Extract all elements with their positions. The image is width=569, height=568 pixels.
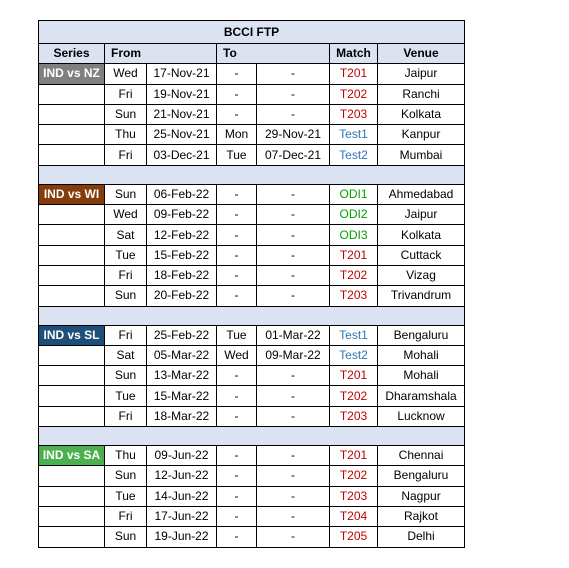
from-day: Fri xyxy=(105,325,147,345)
to-day: - xyxy=(217,506,257,526)
to-date: - xyxy=(257,466,330,486)
to-day: - xyxy=(217,245,257,265)
from-date: 13-Mar-22 xyxy=(147,366,217,386)
from-date: 21-Nov-21 xyxy=(147,104,217,124)
to-day: Wed xyxy=(217,345,257,365)
from-day: Sun xyxy=(105,466,147,486)
table-row xyxy=(39,245,465,265)
from-date: 15-Mar-22 xyxy=(147,386,217,406)
venue: Bengaluru xyxy=(378,466,465,486)
to-date: - xyxy=(257,104,330,124)
from-date: 14-Jun-22 xyxy=(147,486,217,506)
table-row xyxy=(39,386,465,406)
to-day: Mon xyxy=(217,125,257,145)
venue: Jaipur xyxy=(378,205,465,225)
to-date: - xyxy=(257,265,330,285)
match-code: Test1 xyxy=(330,325,378,345)
from-day: Fri xyxy=(105,145,147,165)
header-row xyxy=(39,44,465,64)
series-cell-empty xyxy=(39,245,105,265)
to-date: - xyxy=(257,64,330,84)
from-day: Wed xyxy=(105,64,147,84)
series-badge: IND vs NZ xyxy=(39,64,105,84)
table-row xyxy=(39,286,465,306)
from-date: 18-Feb-22 xyxy=(147,265,217,285)
series-cell-empty xyxy=(39,145,105,165)
table-row xyxy=(39,225,465,245)
venue: Bengaluru xyxy=(378,325,465,345)
venue: Delhi xyxy=(378,527,465,547)
header-match: Match xyxy=(330,44,378,64)
to-date: - xyxy=(257,184,330,204)
venue: Trivandrum xyxy=(378,286,465,306)
from-date: 17-Nov-21 xyxy=(147,64,217,84)
match-code: T202 xyxy=(330,84,378,104)
venue: Ranchi xyxy=(378,84,465,104)
spacer-row xyxy=(39,306,465,325)
series-cell-empty xyxy=(39,366,105,386)
series-cell-empty xyxy=(39,104,105,124)
series-cell-empty xyxy=(39,486,105,506)
venue: Jaipur xyxy=(378,64,465,84)
series-cell-empty xyxy=(39,225,105,245)
match-code: T202 xyxy=(330,265,378,285)
to-day: - xyxy=(217,466,257,486)
to-day: - xyxy=(217,104,257,124)
to-date: 09-Mar-22 xyxy=(257,345,330,365)
from-day: Tue xyxy=(105,386,147,406)
from-day: Sun xyxy=(105,104,147,124)
header-series: Series xyxy=(39,44,105,64)
from-day: Thu xyxy=(105,446,147,466)
from-day: Sat xyxy=(105,345,147,365)
from-date: 25-Feb-22 xyxy=(147,325,217,345)
venue: Dharamshala xyxy=(378,386,465,406)
title-row xyxy=(39,21,465,44)
venue: Mohali xyxy=(378,366,465,386)
match-code: T201 xyxy=(330,64,378,84)
to-day: - xyxy=(217,84,257,104)
to-date: - xyxy=(257,205,330,225)
to-day: - xyxy=(217,366,257,386)
to-date: - xyxy=(257,366,330,386)
series-cell-empty xyxy=(39,466,105,486)
from-day: Fri xyxy=(105,84,147,104)
table-row xyxy=(39,406,465,426)
series-cell-empty xyxy=(39,84,105,104)
match-code: ODI1 xyxy=(330,184,378,204)
from-date: 19-Jun-22 xyxy=(147,527,217,547)
to-date: - xyxy=(257,527,330,547)
from-date: 12-Jun-22 xyxy=(147,466,217,486)
to-day: - xyxy=(217,265,257,285)
venue: Cuttack xyxy=(378,245,465,265)
table-row xyxy=(39,446,465,466)
to-day: - xyxy=(217,446,257,466)
series-badge: IND vs SA xyxy=(39,446,105,466)
venue: Chennai xyxy=(378,446,465,466)
table-row xyxy=(39,527,465,547)
from-date: 25-Nov-21 xyxy=(147,125,217,145)
match-code: ODI3 xyxy=(330,225,378,245)
venue: Ahmedabad xyxy=(378,184,465,204)
to-date: - xyxy=(257,225,330,245)
series-cell-empty xyxy=(39,125,105,145)
venue: Mohali xyxy=(378,345,465,365)
to-date: 29-Nov-21 xyxy=(257,125,330,145)
to-day: Tue xyxy=(217,145,257,165)
to-date: 01-Mar-22 xyxy=(257,325,330,345)
table-row xyxy=(39,366,465,386)
to-date: - xyxy=(257,245,330,265)
match-code: T201 xyxy=(330,446,378,466)
table-row xyxy=(39,205,465,225)
match-code: T202 xyxy=(330,386,378,406)
from-day: Sun xyxy=(105,184,147,204)
to-day: - xyxy=(217,406,257,426)
from-date: 03-Dec-21 xyxy=(147,145,217,165)
series-cell-empty xyxy=(39,506,105,526)
fixtures-table-body xyxy=(39,21,465,548)
venue: Kolkata xyxy=(378,225,465,245)
header-venue: Venue xyxy=(378,44,465,64)
from-day: Tue xyxy=(105,486,147,506)
to-day: - xyxy=(217,184,257,204)
to-date: - xyxy=(257,406,330,426)
venue: Kolkata xyxy=(378,104,465,124)
venue: Nagpur xyxy=(378,486,465,506)
to-day: - xyxy=(217,486,257,506)
from-date: 20-Feb-22 xyxy=(147,286,217,306)
table-title: BCCI FTP xyxy=(39,21,465,44)
from-day: Sat xyxy=(105,225,147,245)
to-date: - xyxy=(257,506,330,526)
table-row xyxy=(39,486,465,506)
from-day: Wed xyxy=(105,205,147,225)
from-date: 09-Jun-22 xyxy=(147,446,217,466)
match-code: Test2 xyxy=(330,345,378,365)
series-cell-empty xyxy=(39,286,105,306)
venue: Rajkot xyxy=(378,506,465,526)
venue: Vizag xyxy=(378,265,465,285)
from-day: Thu xyxy=(105,125,147,145)
match-code: T201 xyxy=(330,366,378,386)
from-date: 05-Mar-22 xyxy=(147,345,217,365)
match-code: T203 xyxy=(330,406,378,426)
table-row xyxy=(39,265,465,285)
to-date: - xyxy=(257,84,330,104)
from-day: Sun xyxy=(105,286,147,306)
match-code: T202 xyxy=(330,466,378,486)
match-code: T204 xyxy=(330,506,378,526)
series-cell-empty xyxy=(39,265,105,285)
match-code: T203 xyxy=(330,486,378,506)
table-row xyxy=(39,84,465,104)
table-row xyxy=(39,64,465,84)
table-row xyxy=(39,104,465,124)
match-code: T203 xyxy=(330,286,378,306)
header-from: From xyxy=(105,44,217,64)
to-date: - xyxy=(257,486,330,506)
to-day: - xyxy=(217,386,257,406)
fixtures-table xyxy=(38,20,465,548)
from-date: 12-Feb-22 xyxy=(147,225,217,245)
spacer-cell xyxy=(39,165,465,184)
spacer-cell xyxy=(39,427,465,446)
to-date: - xyxy=(257,286,330,306)
table-row xyxy=(39,466,465,486)
from-day: Fri xyxy=(105,506,147,526)
spacer-cell xyxy=(39,306,465,325)
series-cell-empty xyxy=(39,205,105,225)
from-day: Sun xyxy=(105,527,147,547)
series-cell-empty xyxy=(39,406,105,426)
spacer-row xyxy=(39,165,465,184)
from-day: Tue xyxy=(105,245,147,265)
from-date: 18-Mar-22 xyxy=(147,406,217,426)
table-row xyxy=(39,345,465,365)
series-cell-empty xyxy=(39,386,105,406)
series-badge: IND vs WI xyxy=(39,184,105,204)
from-day: Fri xyxy=(105,265,147,285)
match-code: T203 xyxy=(330,104,378,124)
match-code: T201 xyxy=(330,245,378,265)
match-code: T205 xyxy=(330,527,378,547)
series-badge: IND vs SL xyxy=(39,325,105,345)
match-code: Test1 xyxy=(330,125,378,145)
table-row xyxy=(39,145,465,165)
to-day: - xyxy=(217,286,257,306)
to-date: - xyxy=(257,386,330,406)
to-date: 07-Dec-21 xyxy=(257,145,330,165)
from-date: 17-Jun-22 xyxy=(147,506,217,526)
spacer-row xyxy=(39,427,465,446)
table-row xyxy=(39,184,465,204)
from-day: Sun xyxy=(105,366,147,386)
match-code: Test2 xyxy=(330,145,378,165)
header-to: To xyxy=(217,44,330,64)
from-date: 19-Nov-21 xyxy=(147,84,217,104)
venue: Mumbai xyxy=(378,145,465,165)
to-date: - xyxy=(257,446,330,466)
to-day: Tue xyxy=(217,325,257,345)
from-date: 15-Feb-22 xyxy=(147,245,217,265)
venue: Kanpur xyxy=(378,125,465,145)
series-cell-empty xyxy=(39,527,105,547)
table-row xyxy=(39,325,465,345)
from-date: 06-Feb-22 xyxy=(147,184,217,204)
to-day: - xyxy=(217,205,257,225)
from-date: 09-Feb-22 xyxy=(147,205,217,225)
series-cell-empty xyxy=(39,345,105,365)
match-code: ODI2 xyxy=(330,205,378,225)
to-day: - xyxy=(217,527,257,547)
from-day: Fri xyxy=(105,406,147,426)
table-row xyxy=(39,506,465,526)
venue: Lucknow xyxy=(378,406,465,426)
table-row xyxy=(39,125,465,145)
to-day: - xyxy=(217,64,257,84)
to-day: - xyxy=(217,225,257,245)
